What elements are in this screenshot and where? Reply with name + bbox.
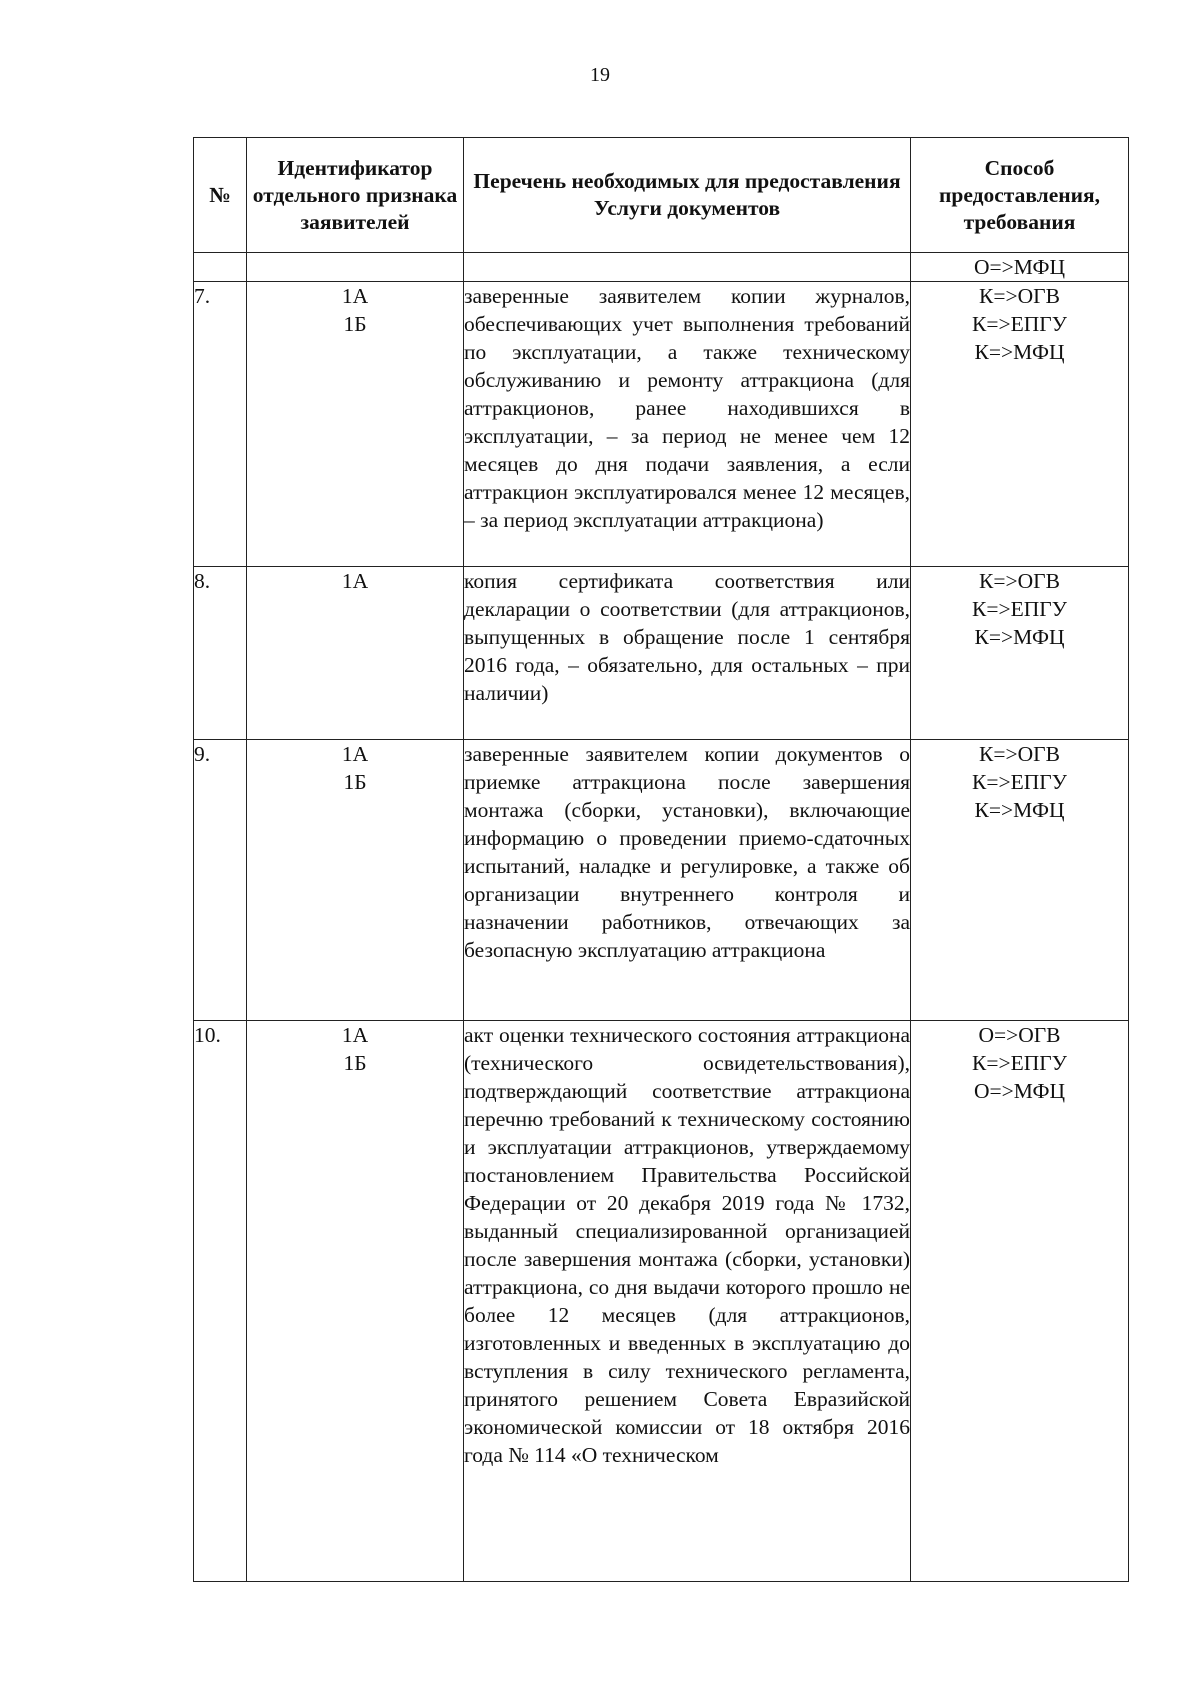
row-identifier-cell [247, 1021, 464, 1582]
row-documents-cell [464, 253, 911, 282]
row-method-cell [911, 253, 1129, 282]
document-description: заверенные заявителем копии журналов, обеспечивающих учет выполнения требований по эксплуатации, а также техническому обслуживанию и ремонту аттракциона (для аттракционов, ранее находившихся в эксплуатации, – за период не менее чем 12 месяцев до дня подачи заявления, а если аттракцион эксплуатировался менее 12 месяцев, – за период эксплуатации аттракциона) [464, 282, 911, 567]
document-description: заверенные заявителем копии документов о приемке аттракциона после завершения монтажа (сборки, установки), включающие информацию о проведении приемо-сдаточных испытаний, наладке и регулировке, а также об организации внутреннего контроля и назначении работников, отвечающих за безопасную эксплуатацию аттракциона [464, 740, 911, 1021]
row-number: 8. [194, 567, 247, 740]
method-line: К=>МФЦ [974, 625, 1065, 649]
method-line: О=>МФЦ [973, 1079, 1066, 1103]
table-row [194, 740, 1129, 1021]
row-method-cell [911, 567, 1129, 740]
document-description: копия сертификата соответствия или декларации о соответствии (для аттракционов, выпущенных в обращение после 1 сентября 2016 года, – обязательно, для остальных – при наличии) [464, 567, 911, 740]
row-method-cell [911, 1021, 1129, 1582]
identifier-code: 1А [341, 569, 369, 593]
method-line: О=>МФЦ [973, 255, 1066, 279]
identifier-code: 1Б [343, 312, 367, 336]
method-line: О=>ОГВ [978, 1023, 1061, 1047]
row-number: 10. [194, 1021, 247, 1582]
table-header-row [194, 138, 1129, 253]
method-line: К=>ОГВ [979, 569, 1060, 593]
documents-table [193, 137, 1129, 1582]
method-line: К=>ЕПГУ [972, 770, 1067, 794]
method-line: К=>ЕПГУ [972, 1051, 1067, 1075]
method-line: К=>МФЦ [974, 798, 1065, 822]
row-method-cell [911, 282, 1129, 567]
row-number-cell [194, 253, 247, 282]
row-number: 7. [194, 282, 247, 567]
method-line: К=>МФЦ [974, 340, 1065, 364]
header-number: № [194, 138, 247, 253]
row-method-cell [911, 740, 1129, 1021]
row-identifier-cell [247, 740, 464, 1021]
table-row [194, 1021, 1129, 1582]
identifier-code: 1А [341, 284, 369, 308]
page-number: 19 [590, 64, 610, 86]
header-identifier: Идентификатор отдельного признака заявителей [247, 138, 464, 253]
row-identifier-cell [247, 282, 464, 567]
method-line: К=>ЕПГУ [972, 312, 1067, 336]
method-line: К=>ОГВ [979, 284, 1060, 308]
method-line: К=>ЕПГУ [972, 597, 1067, 621]
identifier-code: 1А [341, 1023, 369, 1047]
method-line: К=>ОГВ [979, 742, 1060, 766]
table-row-continuation [194, 253, 1129, 282]
row-identifier-cell [247, 253, 464, 282]
table-row [194, 282, 1129, 567]
table-row [194, 567, 1129, 740]
row-number: 9. [194, 740, 247, 1021]
row-identifier-cell [247, 567, 464, 740]
document-description: акт оценки технического состояния аттракциона (технического освидетельствования), подтверждающий соответствие аттракциона перечню требований к техническому состоянию и эксплуатации аттракционов, утверждаемому постановлением Правительства Российской Федерации от 20 декабря 2019 года № 1732, выданный специализированной организацией после завершения монтажа (сборки, установки) аттракциона, со дня выдачи которого прошло не более 12 месяцев (для аттракционов, изготовленных и введенных в эксплуатацию до вступления в силу технического регламента, принятого решением Совета Евразийской экономической комиссии от 18 октября 2016 года № 114 «О техническом [464, 1021, 911, 1582]
identifier-code: 1Б [343, 770, 367, 794]
header-documents: Перечень необходимых для предоставления Услуги документов [464, 138, 911, 253]
header-method: Способ предоставления, требования [911, 138, 1129, 253]
identifier-code: 1А [341, 742, 369, 766]
identifier-code: 1Б [343, 1051, 367, 1075]
